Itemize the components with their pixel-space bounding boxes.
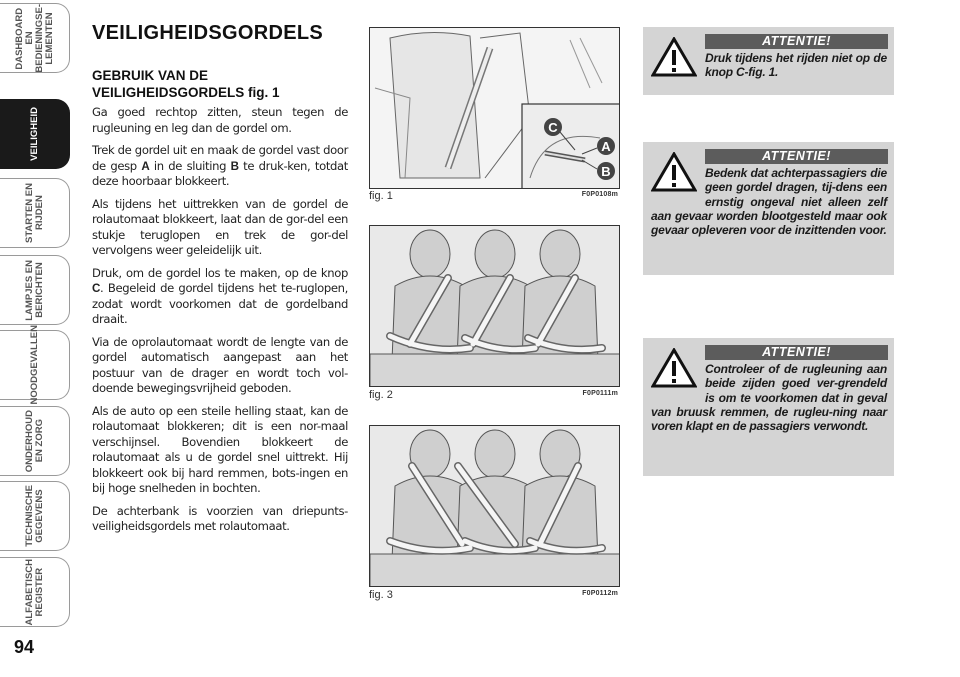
paragraph-6: Als de auto op een steile helling staat, kan de rolautomaat blokkeren; dit is een nor-maal verschijnsel. Bovendien blokkeert de rolautomaat als u de gordel snel uittrekt. Hij blokkeert ook bij hard remmen, bots-ingen en bij hoge snelheden in bochten.	[92, 403, 348, 495]
warning-box-2	[643, 142, 894, 275]
tab-label: LAMPJES EN BERICHTEN	[23, 259, 45, 321]
warning-text: Controleer of de rugleuning aan beide zijden goed ver-grendeld is om te voorkomen dat in geval van bruusk remmen, de rugleu-ning naar voren klapt en de passagiers verwondt.	[651, 362, 887, 434]
fig-code: F0P0111m	[582, 390, 618, 397]
label-c: C	[92, 282, 101, 295]
text-run: Druk, om de gordel los te maken, op de knop	[92, 265, 348, 280]
paragraph-7: De achterbank is voorzien van driepunts-veiligheidsgordels met rolautomaat.	[92, 503, 348, 533]
figure-1-seatbelt-buckle	[369, 27, 620, 189]
fig-label: fig. 3	[369, 589, 393, 601]
paragraph-4	[92, 266, 348, 328]
tab-lampjes[interactable]	[0, 255, 70, 325]
subtitle-text: GEBRUIK VAN DE VEILIGHEIDSGORDELS	[92, 68, 245, 100]
subtitle-fig-ref: fig. 1	[248, 85, 280, 100]
tab-dashboard[interactable]	[0, 3, 70, 73]
tab-label: VEILIGHEID	[28, 107, 40, 161]
main-text-column	[92, 22, 348, 542]
seat-illustration	[370, 28, 620, 189]
warning-heading: ATTENTIE!	[705, 345, 888, 360]
label-a: A	[141, 159, 150, 173]
figure-2-rear-belts	[369, 225, 620, 387]
chapter-tabs	[0, 0, 72, 677]
tab-starten[interactable]	[0, 178, 70, 248]
tab-onderhoud[interactable]	[0, 406, 70, 476]
fig-code: F0P0108m	[581, 191, 618, 198]
tab-label: ALFABETISCH REGISTER	[23, 558, 45, 626]
tab-label: STARTEN EN RIJDEN	[23, 183, 45, 243]
paragraph-2	[92, 143, 348, 190]
callout-c: C	[548, 120, 558, 135]
fig-label: fig. 2	[369, 389, 393, 401]
text-run: in de sluiting	[149, 158, 231, 173]
text-run: te druk-ken, totdat deze hoorbaar blokkeert.	[92, 158, 348, 188]
tab-label: TECHNISCHE GEGEVENS	[23, 485, 45, 547]
callout-a: A	[601, 139, 611, 154]
tab-register[interactable]	[0, 557, 70, 627]
tab-label: NOODGEVALLEN	[28, 325, 40, 405]
warning-heading: ATTENTIE!	[705, 149, 888, 164]
fig-code: F0P0112m	[582, 590, 618, 597]
fig-label: fig. 1	[369, 190, 393, 202]
figure-1-caption	[369, 190, 620, 202]
tab-label: DASHBOARD EN BEDIENINGSE- LEMENTEN	[13, 3, 55, 73]
tab-label: ONDERHOUD EN ZORG	[23, 409, 45, 473]
paragraph-3: Als tijdens het uittrekken van de gordel de rolautomaat blokkeert, laat dan de gor-del een stukje teruglopen en trek de gor-del vervolgens weer geleidelijk uit.	[92, 196, 348, 257]
figure-2-caption	[369, 389, 620, 401]
warning-box-1	[643, 27, 894, 95]
tab-noodgevallen[interactable]	[0, 325, 70, 405]
warning-box-3	[643, 338, 894, 476]
page-number: 94	[14, 637, 35, 657]
text-run: . Begeleid de gordel tijdens het te-ruglopen, zodat wordt voorkomen dat de gordelband draait.	[92, 281, 348, 326]
page-title: VEILIGHEIDSGORDELS	[92, 22, 323, 44]
warning-text: Druk tijdens het rijden niet op de knop C-fig. 1.	[705, 51, 887, 80]
rear-seat-illustration	[370, 226, 620, 387]
paragraph-1: Ga goed rechtop zitten, steun tegen de rugleuning en leg dan de gordel om.	[92, 105, 348, 135]
callout-b: B	[601, 164, 611, 179]
label-b: B	[230, 159, 239, 173]
warning-text: Bedenk dat achterpassagiers die geen gordel dragen, tij-dens een ernstig ongeval niet alleen zelf aan gevaar worden blootgesteld maar ook gevaar opleveren voor de inzittenden voor.	[651, 166, 887, 238]
tab-veiligheid[interactable]	[0, 99, 70, 169]
tab-technische[interactable]	[0, 481, 70, 551]
figure-3-caption	[369, 589, 620, 601]
text-run: Trek de gordel uit en maak de gordel vast door de gesp	[92, 143, 348, 173]
rear-seat-illustration	[370, 426, 620, 587]
section-subtitle	[92, 67, 348, 101]
figure-3-rear-belts	[369, 425, 620, 587]
warning-heading: ATTENTIE!	[705, 34, 888, 49]
paragraph-5: Via de oprolautomaat wordt de lengte van de gordel automatisch aangepast aan het postuur van de drager en wordt toch vol-doende bewegingsvrijheid geboden.	[92, 334, 348, 395]
